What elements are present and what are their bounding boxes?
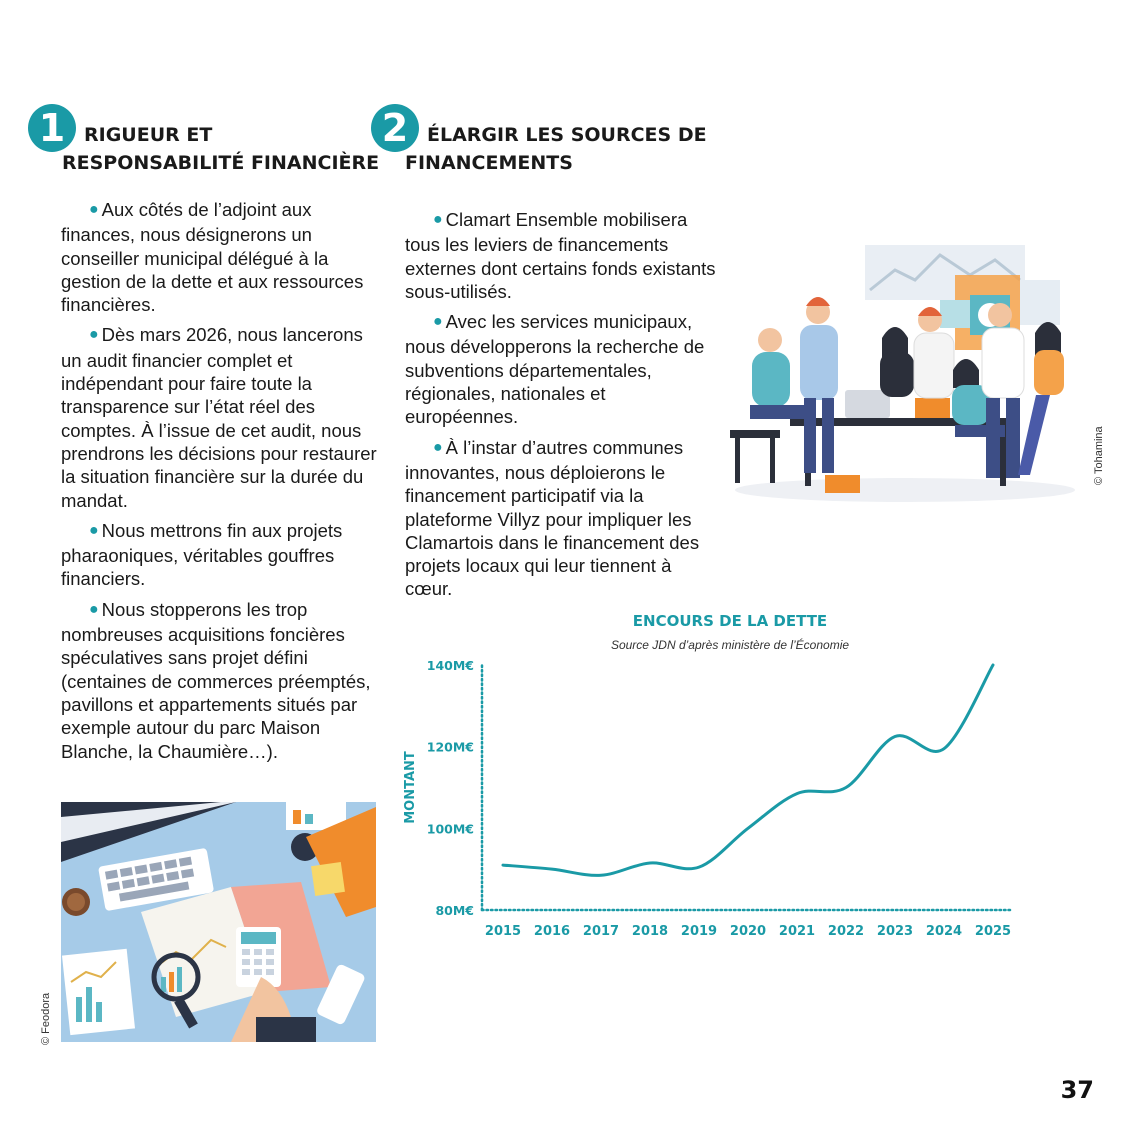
team-meeting-image	[730, 240, 1080, 505]
section-1-title-line1: RIGUEUR ET	[84, 124, 213, 146]
x-tick-label: 2018	[631, 924, 669, 939]
x-tick-label: 2015	[484, 924, 522, 939]
section-1-body	[61, 198, 379, 770]
page-number: 37	[1060, 1076, 1094, 1104]
section-2-title-line2: FINANCEMENTS	[405, 152, 573, 174]
bullet-icon: ●	[433, 313, 443, 331]
section-1-title	[84, 121, 212, 149]
x-tick-label: 2019	[680, 924, 718, 939]
x-tick-label: 2016	[533, 924, 571, 939]
bullet-icon: ●	[89, 521, 99, 539]
desk-illustration-credit: © Feodora	[40, 992, 52, 1045]
paragraph: ● Dès mars 2026, nous lancerons un audit financier complet et indépendant pour faire toute la transparence sur l’état réel des comptes. À l’issue de cet audit, nous prendrons les décisions pour restaurer la situation financière sur la durée du mandat.	[61, 324, 377, 511]
x-tick-label: 2024	[925, 924, 963, 939]
paragraph: ● Nous mettrons fin aux projets pharaoniques, véritables gouffres financiers.	[61, 519, 343, 590]
paragraph: ● Aux côtés de l’adjoint aux finances, nous désignerons un conseiller municipal délégué à la gestion de la dette et aux ressources financières.	[61, 199, 364, 316]
section-2-number: 2	[371, 104, 419, 152]
paragraph: ● Nous stopperons les trop nombreuses acquisitions foncières spéculatives sans projet défini (centaines de commerces préemptés, pavillons et appartements situés par exemple autour du parc Maison Blanche, la Chaumière…).	[61, 598, 371, 762]
y-axis-label: MONTANT	[403, 751, 418, 824]
bullet-icon: ●	[89, 600, 99, 618]
y-tick-label: 80M€	[435, 903, 474, 918]
y-tick-label: 100M€	[426, 821, 474, 837]
y-tick-label: 140M€	[426, 658, 474, 673]
chart-subtitle: Source JDN d’après ministère de l’Économie	[610, 638, 850, 652]
x-tick-label: 2025	[974, 924, 1012, 939]
desk-finance-image	[61, 802, 376, 1042]
x-tick-label: 2017	[582, 924, 620, 939]
team-illustration	[730, 240, 1080, 505]
section-1-title-line2: RESPONSABILITÉ FINANCIÈRE	[62, 152, 380, 174]
bullet-icon: ●	[433, 438, 443, 456]
bullet-icon: ●	[89, 326, 99, 344]
paragraph: ● À l’instar d’autres communes innovantes, nous déploierons le financement participatif via la plateforme Villyz pour impliquer les Clamartois dans le financement des projets locaux qui leur tiennent à cœur.	[405, 436, 700, 600]
series-line-encours	[503, 665, 993, 875]
section-2-title-line1: ÉLARGIR LES SOURCES DE	[427, 124, 707, 146]
x-tick-label: 2021	[778, 924, 816, 939]
x-tick-label: 2020	[729, 924, 767, 939]
section-2-title	[427, 121, 707, 149]
paragraph: ● Clamart Ensemble mobilisera tous les leviers de financements externes dont certains fonds existants sous-utilisés.	[405, 209, 716, 302]
x-tick-label: 2023	[876, 924, 914, 939]
debt-line-chart	[400, 650, 1020, 950]
desk-illustration	[61, 802, 376, 1042]
section-2-body	[405, 208, 723, 608]
team-illustration-credit: © Tohamina	[1093, 426, 1105, 485]
bullet-icon: ●	[89, 201, 99, 218]
section-2-header	[371, 104, 707, 152]
chart-title: ENCOURS DE LA DETTE	[632, 612, 828, 630]
paragraph: ● Avec les services municipaux, nous développerons la recherche de subventions départementales, régionales, nationales et européennes.	[405, 311, 705, 428]
section-1-header	[28, 104, 212, 152]
bullet-icon: ●	[433, 211, 443, 228]
x-tick-label: 2022	[827, 924, 865, 939]
y-tick-label: 120M€	[426, 739, 474, 755]
section-1-number: 1	[28, 104, 76, 152]
